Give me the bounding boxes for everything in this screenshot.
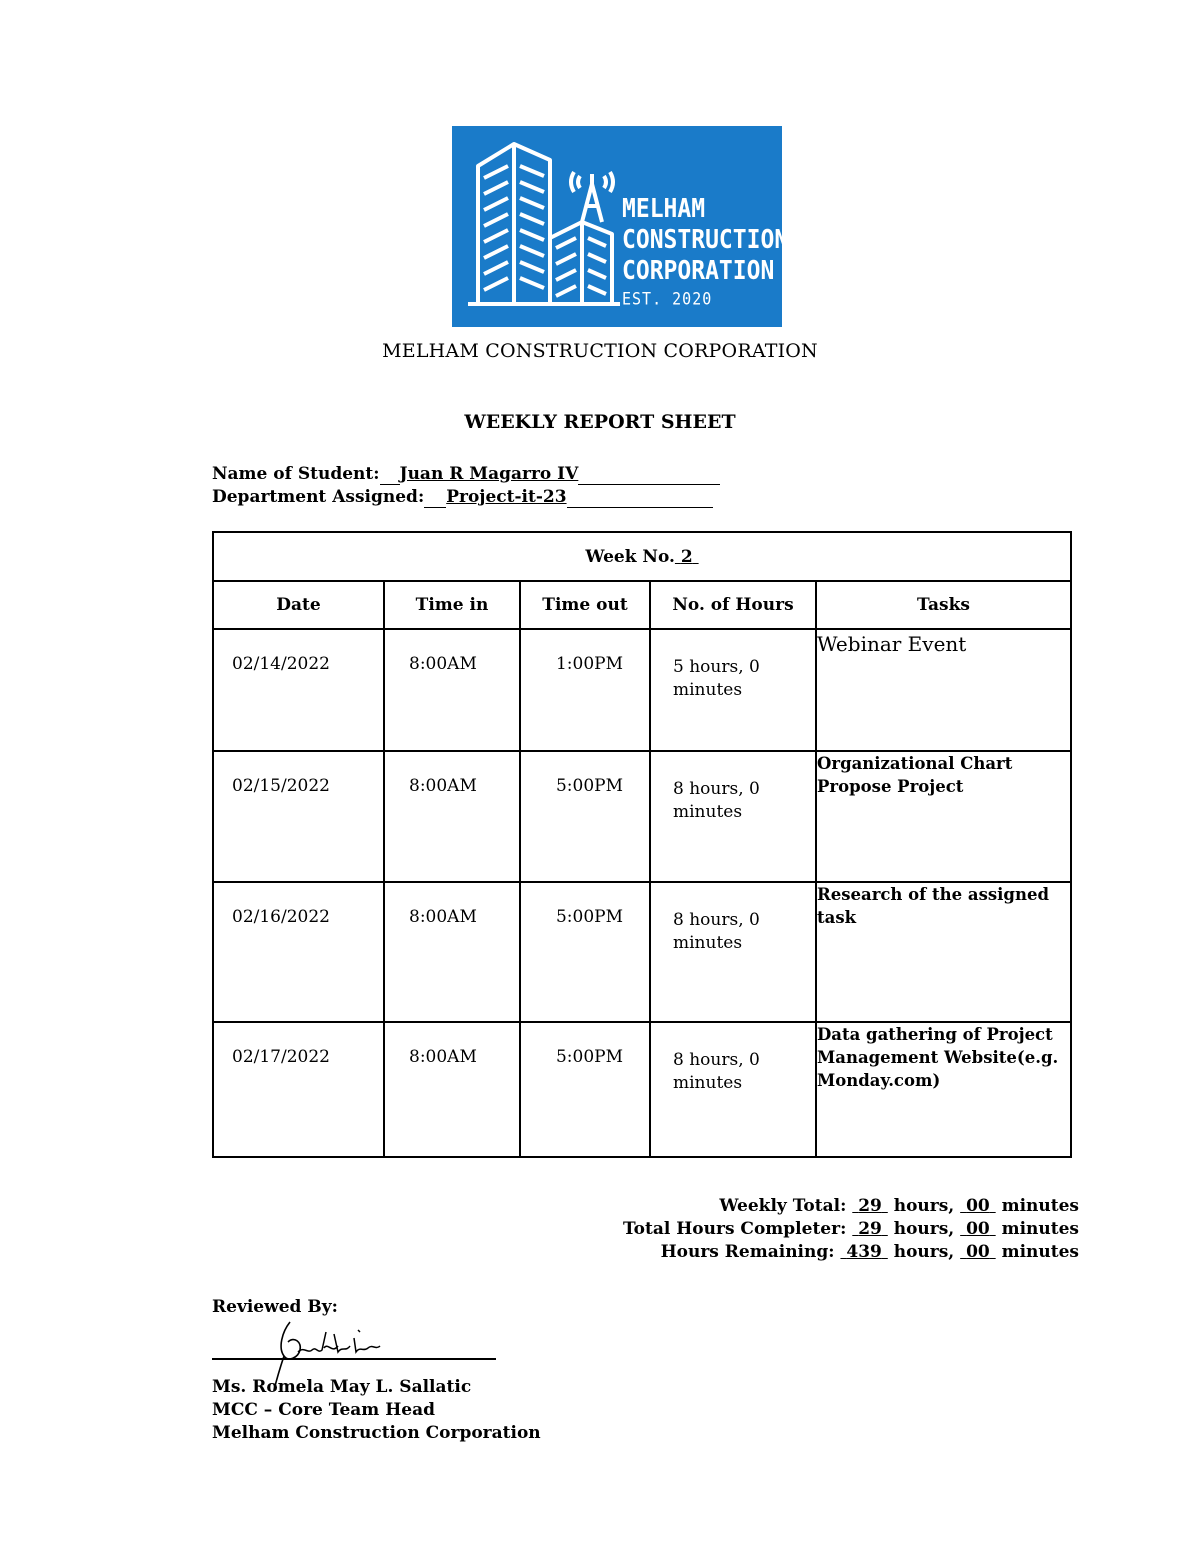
row-hours bbox=[650, 629, 816, 751]
row-task-text: Research of the assigned task bbox=[817, 885, 1049, 927]
student-name-row bbox=[212, 464, 720, 485]
reviewer-company: Melham Construction Corporation bbox=[212, 1423, 541, 1443]
row-time-out: 1:00PM bbox=[520, 629, 650, 751]
weekly-total-row bbox=[719, 1196, 1079, 1216]
department-label: Department Assigned: bbox=[212, 487, 425, 507]
row-hours-line-1: 8 hours, 0 bbox=[673, 1050, 760, 1070]
signature-line bbox=[212, 1358, 496, 1360]
table-row bbox=[213, 629, 1071, 751]
row-time-in: 8:00AM bbox=[384, 629, 520, 751]
row-time-out: 5:00PM bbox=[520, 1022, 650, 1157]
header-date: Date bbox=[213, 581, 384, 629]
weekly-report-table bbox=[212, 531, 1072, 1158]
student-name-label: Name of Student: bbox=[212, 464, 380, 484]
report-title: WEEKLY REPORT SHEET bbox=[464, 411, 736, 433]
row-hours-line-2: minutes bbox=[673, 802, 743, 822]
reviewer-title: MCC – Core Team Head bbox=[212, 1400, 435, 1420]
row-task bbox=[816, 882, 1071, 1022]
table-row bbox=[213, 1022, 1071, 1157]
company-logo bbox=[452, 126, 789, 327]
minutes-word: minutes bbox=[1001, 1242, 1079, 1262]
weekly-total-minutes: 00 bbox=[966, 1196, 990, 1216]
remaining-total-row bbox=[661, 1242, 1079, 1262]
completed-minutes: 00 bbox=[966, 1219, 990, 1239]
row-task-line-1: Organizational Chart bbox=[817, 754, 1013, 773]
hours-word: hours, bbox=[893, 1242, 955, 1262]
row-date: 02/16/2022 bbox=[213, 882, 384, 1022]
week-number-cell bbox=[213, 532, 1071, 581]
row-hours-line-1: 8 hours, 0 bbox=[673, 779, 760, 799]
row-time-in: 8:00AM bbox=[384, 1022, 520, 1157]
remaining-minutes: 00 bbox=[966, 1242, 990, 1262]
remaining-label: Hours Remaining: bbox=[660, 1242, 835, 1262]
row-hours-line-2: minutes bbox=[673, 933, 743, 953]
row-hours-line-2: minutes bbox=[673, 1073, 743, 1093]
logo-line-3: CORPORATION bbox=[622, 256, 775, 286]
row-task-line-3: Monday.com) bbox=[817, 1071, 941, 1090]
company-name: MELHAM CONSTRUCTION CORPORATION bbox=[382, 340, 818, 362]
row-task-text: Webinar Event bbox=[817, 632, 967, 656]
week-value: 2 bbox=[680, 546, 693, 567]
header-time-in: Time in bbox=[384, 581, 520, 629]
table-row bbox=[213, 882, 1071, 1022]
hours-word: hours, bbox=[893, 1196, 955, 1216]
student-name-value: Juan R Magarro IV bbox=[399, 464, 579, 484]
completed-hours: 29 bbox=[858, 1219, 882, 1239]
row-time-out: 5:00PM bbox=[520, 751, 650, 882]
completed-label: Total Hours Completer: bbox=[622, 1219, 847, 1239]
remaining-hours: 439 bbox=[846, 1242, 882, 1262]
row-hours-line-2: minutes bbox=[673, 680, 743, 700]
row-time-in: 8:00AM bbox=[384, 751, 520, 882]
row-date: 02/17/2022 bbox=[213, 1022, 384, 1157]
row-hours-line-1: 8 hours, 0 bbox=[673, 910, 760, 930]
row-task-line-1: Data gathering of Project bbox=[817, 1025, 1053, 1044]
header-tasks: Tasks bbox=[816, 581, 1071, 629]
weekly-total-hours: 29 bbox=[858, 1196, 882, 1216]
minutes-word: minutes bbox=[1001, 1196, 1079, 1216]
row-hours bbox=[650, 751, 816, 882]
logo-est: EST. 2020 bbox=[622, 288, 713, 310]
row-task-line-2: Management Website(e.g. bbox=[817, 1048, 1059, 1067]
row-hours-line-1: 5 hours, 0 bbox=[673, 657, 760, 677]
hours-word: hours, bbox=[893, 1219, 955, 1239]
logo-line-2: CONSTRUCTION bbox=[622, 225, 789, 255]
department-row bbox=[212, 487, 713, 508]
row-date: 02/14/2022 bbox=[213, 629, 384, 751]
row-hours bbox=[650, 1022, 816, 1157]
week-label: Week No. bbox=[585, 546, 675, 567]
logo-line-1: MELHAM bbox=[622, 194, 706, 224]
row-task bbox=[816, 751, 1071, 882]
completed-total-row bbox=[623, 1219, 1079, 1239]
department-value: Project-it-23 bbox=[446, 487, 567, 507]
row-time-out: 5:00PM bbox=[520, 882, 650, 1022]
row-task bbox=[816, 629, 1071, 751]
row-time-in: 8:00AM bbox=[384, 882, 520, 1022]
row-task-line-2: Propose Project bbox=[817, 777, 964, 796]
weekly-total-label: Weekly Total: bbox=[719, 1196, 847, 1216]
reviewed-by-label: Reviewed By: bbox=[212, 1297, 338, 1317]
row-date: 02/15/2022 bbox=[213, 751, 384, 882]
row-hours bbox=[650, 882, 816, 1022]
row-task bbox=[816, 1022, 1071, 1157]
header-hours: No. of Hours bbox=[650, 581, 816, 629]
header-time-out: Time out bbox=[520, 581, 650, 629]
reviewer-name: Ms. Romela May L. Sallatic bbox=[212, 1377, 472, 1397]
table-row bbox=[213, 751, 1071, 882]
minutes-word: minutes bbox=[1001, 1219, 1079, 1239]
